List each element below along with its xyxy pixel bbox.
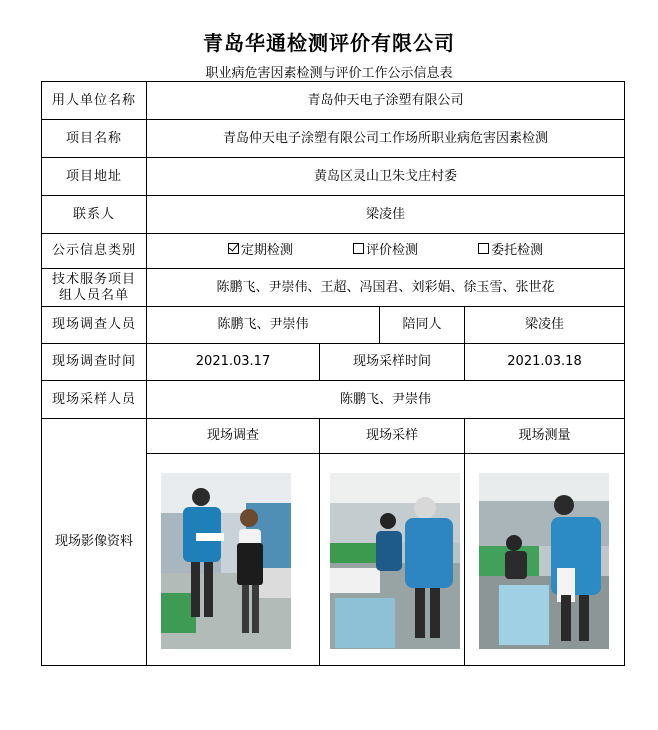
row-project-name xyxy=(42,120,625,158)
contact-label: 联系人 xyxy=(42,196,147,234)
option-commissioned[interactable] xyxy=(478,243,543,259)
image-header-measurement: 现场测量 xyxy=(465,419,625,454)
checkbox-empty-icon[interactable] xyxy=(353,243,364,254)
info-type-label: 公示信息类别 xyxy=(42,234,147,269)
photo-cell-survey xyxy=(147,454,320,666)
survey-time-label: 现场调查时间 xyxy=(42,344,147,381)
team-label-line2: 组人员名单 xyxy=(58,287,129,303)
option-evaluation[interactable] xyxy=(353,243,418,259)
row-times xyxy=(42,344,625,381)
measurement-photo xyxy=(479,473,609,649)
row-project-address xyxy=(42,158,625,196)
team-label-line1: 技术服务项目 xyxy=(51,271,136,287)
contact-value: 梁凌佳 xyxy=(147,196,625,234)
row-survey-staff xyxy=(42,307,625,344)
checkbox-empty-icon[interactable] xyxy=(478,243,489,254)
project-address-label: 项目地址 xyxy=(42,158,147,196)
image-header-sampling: 现场采样 xyxy=(320,419,465,454)
page-title: 青岛华通检测评价有限公司 xyxy=(203,31,455,55)
info-table xyxy=(41,81,625,666)
team-label xyxy=(42,269,147,307)
team-value: 陈鹏飞、尹崇伟、王超、冯国君、刘彩娟、徐玉雪、张世花 xyxy=(147,269,625,307)
images-label: 现场影像资料 xyxy=(42,419,147,666)
survey-staff-label: 现场调查人员 xyxy=(42,307,147,344)
row-image-headers xyxy=(42,419,625,454)
project-name-label: 项目名称 xyxy=(42,120,147,158)
info-type-options xyxy=(147,234,625,269)
sampling-time-value: 2021.03.18 xyxy=(465,344,625,381)
option-periodic-label: 定期检测 xyxy=(240,243,293,258)
sampling-time-label: 现场采样时间 xyxy=(320,344,465,381)
image-header-survey: 现场调查 xyxy=(147,419,320,454)
companion-value: 梁凌佳 xyxy=(465,307,625,344)
option-commissioned-label: 委托检测 xyxy=(491,243,544,258)
row-info-type xyxy=(42,234,625,269)
row-contact xyxy=(42,196,625,234)
employer-label: 用人单位名称 xyxy=(42,82,147,120)
companion-label: 陪同人 xyxy=(380,307,465,344)
survey-staff-value: 陈鹏飞、尹崇伟 xyxy=(147,307,380,344)
checkbox-checked-icon[interactable] xyxy=(228,243,239,254)
sampling-photo xyxy=(330,473,460,649)
employer-value: 青岛仲天电子涂塑有限公司 xyxy=(147,82,625,120)
photo-cell-measurement xyxy=(465,454,625,666)
survey-photo xyxy=(161,473,291,649)
page-subtitle: 职业病危害因素检测与评价工作公示信息表 xyxy=(205,66,453,81)
row-sampling-staff xyxy=(42,381,625,419)
row-employer xyxy=(42,82,625,120)
project-address-value: 黄岛区灵山卫朱戈庄村委 xyxy=(147,158,625,196)
photo-cell-sampling xyxy=(320,454,465,666)
option-periodic[interactable] xyxy=(228,243,293,259)
row-team xyxy=(42,269,625,307)
sampling-staff-label: 现场采样人员 xyxy=(42,381,147,419)
option-evaluation-label: 评价检测 xyxy=(366,243,419,258)
project-name-value: 青岛仲天电子涂塑有限公司工作场所职业病危害因素检测 xyxy=(147,120,625,158)
sampling-staff-value: 陈鹏飞、尹崇伟 xyxy=(147,381,625,419)
survey-time-value: 2021.03.17 xyxy=(147,344,320,381)
